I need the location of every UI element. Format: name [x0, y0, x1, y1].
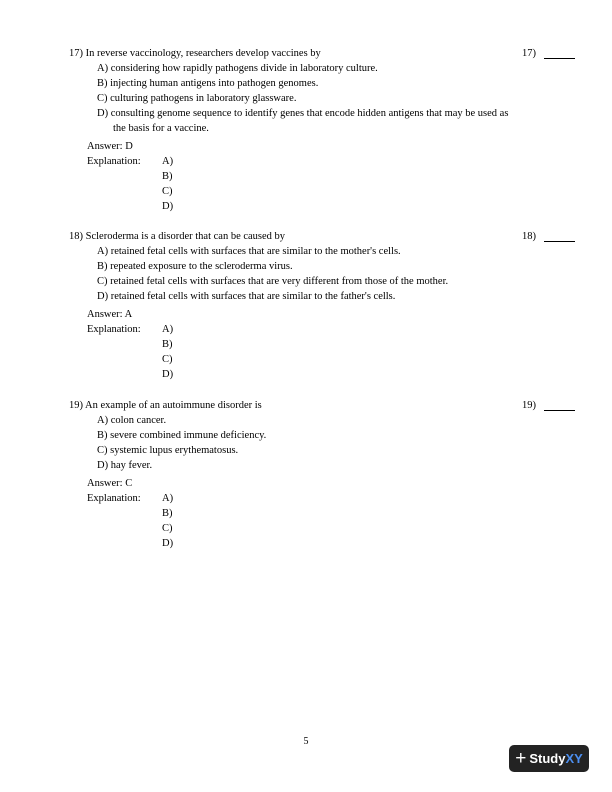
choice-a: A) considering how rapidly pathogens divide in laboratory culture.	[97, 63, 378, 74]
explanation-letters	[162, 491, 173, 551]
answer-block	[87, 307, 589, 380]
explanation-letter: A)	[162, 324, 174, 335]
choice-b: B) severe combined immune deficiency.	[97, 430, 267, 441]
explanation-letters	[162, 322, 173, 382]
answer-blank[interactable]	[544, 58, 575, 59]
question-header	[69, 229, 589, 244]
explanation-letter: C)	[162, 186, 173, 197]
answer-number-label: 17)	[522, 48, 536, 59]
question-17	[69, 46, 589, 212]
choice-d: D) hay fever.	[97, 460, 153, 471]
explanation-letter: B)	[162, 171, 173, 182]
choice-list	[97, 413, 589, 473]
studyxy-logo[interactable]	[509, 745, 589, 772]
explanation-letter: A)	[162, 156, 174, 167]
choice-d: D) retained fetal cells with surfaces that are similar to the father's cells.	[97, 291, 396, 302]
logo-text-prefix: Study	[529, 751, 566, 766]
explanation	[87, 322, 589, 380]
logo-text-suffix: XY	[565, 751, 583, 766]
question-stem: 17) In reverse vaccinology, researchers develop vaccines by	[69, 48, 321, 59]
answer-block	[87, 139, 589, 212]
explanation	[87, 491, 589, 549]
choice-a: A) colon cancer.	[97, 415, 167, 426]
choice-c: C) culturing pathogens in laboratory glassware.	[97, 93, 297, 104]
answer-block	[87, 476, 589, 549]
choice-list	[97, 61, 589, 136]
choice-d: D) consulting genome sequence to identify genes that encode hidden antigens that may be used as the basis for a vaccine.	[97, 108, 509, 134]
question-header	[69, 398, 589, 413]
explanation-letter: A)	[162, 493, 174, 504]
answer-blank[interactable]	[544, 410, 575, 411]
answer-line: Answer: D	[87, 141, 133, 152]
answer-number-label: 18)	[522, 231, 536, 242]
explanation-letter: B)	[162, 508, 173, 519]
choice-c: C) systemic lupus erythematosus.	[97, 445, 239, 456]
explanation-label: Explanation:	[87, 156, 141, 167]
page-number: 5	[303, 736, 309, 747]
explanation-label: Explanation:	[87, 324, 141, 335]
answer-line: Answer: C	[87, 478, 133, 489]
choice-b: B) repeated exposure to the scleroderma virus.	[97, 261, 293, 272]
choice-b: B) injecting human antigens into pathogen genomes.	[97, 78, 319, 89]
explanation-letter: D)	[162, 369, 174, 380]
explanation-letter: D)	[162, 538, 174, 549]
answer-number-label: 19)	[522, 400, 536, 411]
question-18	[69, 229, 589, 380]
question-stem: 19) An example of an autoimmune disorder is	[69, 400, 262, 411]
explanation	[87, 154, 589, 212]
explanation-letter: D)	[162, 201, 174, 212]
answer-line: Answer: A	[87, 309, 133, 320]
answer-blank[interactable]	[544, 241, 575, 242]
explanation-letters	[162, 154, 173, 214]
choice-a: A) retained fetal cells with surfaces that are similar to the mother's cells.	[97, 246, 401, 257]
explanation-label: Explanation:	[87, 493, 141, 504]
question-header	[69, 46, 589, 61]
question-stem: 18) Scleroderma is a disorder that can be caused by	[69, 231, 286, 242]
plus-icon: +	[515, 748, 527, 769]
question-19	[69, 398, 589, 549]
explanation-letter: B)	[162, 339, 173, 350]
explanation-letter: C)	[162, 523, 173, 534]
explanation-letter: C)	[162, 354, 173, 365]
choice-c: C) retained fetal cells with surfaces that are very different from those of the mother.	[97, 276, 449, 287]
choice-list	[97, 244, 589, 304]
